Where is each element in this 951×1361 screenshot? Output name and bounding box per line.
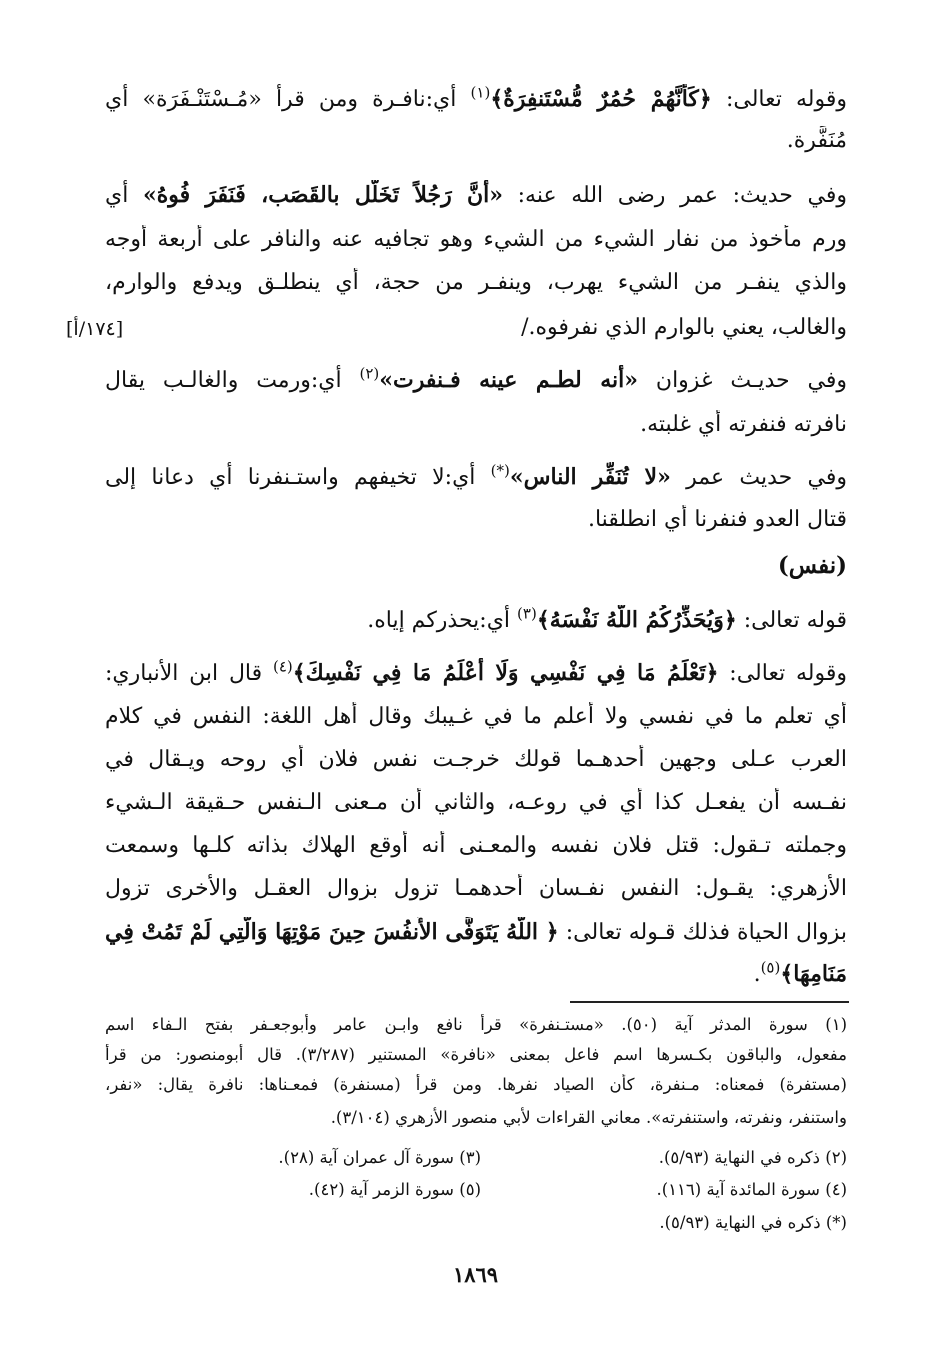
text-run: قال ابن الأنباري: bbox=[105, 661, 273, 686]
quran-quote: ﴿تَعْلَمُ مَا فِي نَفْسِي وَلَا أَعْلَمُ مَا فِي نَفْسِكَ﴾ bbox=[292, 660, 719, 686]
footnote-4: (٤) سورة المائدة آية (١١٦). bbox=[656, 1180, 847, 1199]
entry-heading: (نفس) bbox=[777, 552, 847, 579]
text-line: الأزهري: يقـول: النفس نفـسان أحدهمـا تزول بزوال العقـل والأخرى تزول bbox=[105, 876, 847, 901]
text-line bbox=[105, 84, 847, 118]
text-line bbox=[105, 462, 847, 496]
text-line bbox=[105, 365, 847, 399]
footnote-line: واستنفر، ونفرته، واستنفرته». معاني القراءات لأبي منصور الأزهري (٣/١٠٤). bbox=[330, 1108, 847, 1127]
footnote-6: (*) ذكره في النهاية (٥/٩٣). bbox=[659, 1213, 847, 1232]
footnote-line: (١) سورة المدثر آية (٥٠). «مستـنفرة» قرأ نافع وابـن عامر وأبوجعـفر بفتح الـفاء اسم bbox=[105, 1015, 847, 1034]
text-line bbox=[105, 605, 847, 639]
text-run: وفي حديث عمر bbox=[670, 465, 847, 490]
text-line bbox=[105, 917, 847, 951]
text-line bbox=[105, 180, 847, 214]
text-line: العرب عـلى وجهين أحدهـما قولك خرجـت نفس فلان أي روحه ويـقال في bbox=[105, 747, 847, 772]
quran-quote: ﴿وَيُحَذِّرُكُمُ اللَّهُ نَفْسَهُ﴾ bbox=[536, 607, 737, 633]
footnote-line: (مستفرة) فمعناه: مـنفرة، كأن الصياد نفرها. ومن قرأ (مسنفرة) فمعـناها: نافرة يقال: «نفر، bbox=[105, 1075, 847, 1094]
footnote-2: (٢) ذكره في النهاية (٥/٩٣). bbox=[658, 1148, 847, 1167]
footnote-ref: (١) bbox=[470, 84, 491, 102]
text-line: نفـسه أن يفعـل كذا أي في روعـه، والثاني أن مـعنى الـنفس حـقيقة الـشيء bbox=[105, 790, 847, 815]
text-line: ورم مأخوذ من نفار الشيء من الشيء وهو تجافيه عنه والنافر على أربعة أوجه bbox=[105, 227, 847, 252]
text-line: وجملته تـقول: قتل فلان نفسه والمعـنى أنه أوقع الهلاك بذاته كلـها وسمعت bbox=[105, 833, 847, 858]
text-run: . bbox=[753, 962, 761, 987]
footnote-ref: (٣) bbox=[517, 605, 537, 623]
text-run: أي:يحذركم إياه. bbox=[367, 608, 518, 633]
text-line: قتال العدو فنفرنا أي انطلقنا. bbox=[587, 507, 847, 532]
text-run: وقوله تعالى: bbox=[711, 87, 847, 112]
text-run: أي bbox=[105, 183, 143, 208]
text-run: بزوال الحياة فذلك قـوله تعالى: bbox=[558, 920, 847, 945]
quran-quote: ﴿كَأَنَّهُمْ حُمُرٌ مُّسْتَنفِرَةٌ﴾ bbox=[490, 86, 712, 112]
text-line bbox=[105, 658, 847, 692]
footnote-ref: (٢) bbox=[359, 365, 380, 383]
text-run: وفي حديـث غزوان bbox=[638, 368, 847, 393]
footnote-5: (٥) سورة الزمر آية (٤٢). bbox=[308, 1180, 481, 1199]
text-run: وقوله تعالى: bbox=[718, 661, 847, 686]
footnote-ref: (٥) bbox=[760, 959, 781, 977]
text-line: أي تعلم ما في نفسي ولا أعلم ما في غـيبك وقال أهل اللغة: النفس في كلام bbox=[105, 704, 847, 729]
text-run: أي:لا تخيفهم واستـنفرنا أي دعانا إلى bbox=[105, 465, 491, 490]
text-line: مُنَفَّرة. bbox=[786, 128, 847, 153]
footnote-3: (٣) سورة آل عمران آية (٢٨). bbox=[278, 1148, 481, 1167]
hadith-quote: «لا تُنَفِّر الناس» bbox=[509, 464, 671, 490]
footnote-ref: (٤) bbox=[272, 658, 293, 676]
text-line bbox=[105, 959, 847, 993]
text-line: نافرته فنفرته أي غلبته. bbox=[640, 412, 847, 437]
text-run: قوله تعالى: bbox=[736, 608, 847, 633]
hadith-quote: «أَنَّ رَجُلاً تَخَلَّل بالقَصَب، فَنَفَرَ فُوهُ» bbox=[142, 182, 504, 208]
text-run: وفي حديث: عمر رضى الله عنه: bbox=[503, 183, 847, 208]
text-line: والغالب، يعني بالوارم الذي نفرفوه./ bbox=[521, 315, 847, 340]
footnote-separator bbox=[570, 1001, 849, 1003]
text-run: أي:ورمت والغالـب يقال bbox=[105, 368, 360, 393]
quran-quote: ﴿ اللَّهُ يَتَوَفَّى الأَنفُسَ حِينَ مَوْتِهَا وَالَّتِي لَمْ تَمُتْ فِي bbox=[105, 919, 559, 945]
footnote-ref: (*) bbox=[490, 462, 510, 480]
text-line: والذي ينفـر من الشيء يهرب، وينفـر من حجة، أي ينطلـق ويدفع والوارم، bbox=[105, 270, 847, 295]
manuscript-folio-marker: [١٧٤/أ] bbox=[66, 318, 124, 340]
quran-quote: مَنَامِهَا﴾ bbox=[780, 961, 847, 987]
footnote-line: مفعول، والباقون بكـسرها اسم فاعل بمعنى «نافرة» المستنير (٣/٢٨٧). قال أبومنصور: من قرأ bbox=[105, 1045, 847, 1064]
text-run: أي:نافـرة ومن قرأ «مُـسْتَنْـفَرَة» أي bbox=[105, 87, 471, 112]
hadith-quote: «أنه لطـم عينه فـنفرت» bbox=[379, 367, 639, 393]
page-number: ١٨٦٩ bbox=[452, 1262, 499, 1287]
